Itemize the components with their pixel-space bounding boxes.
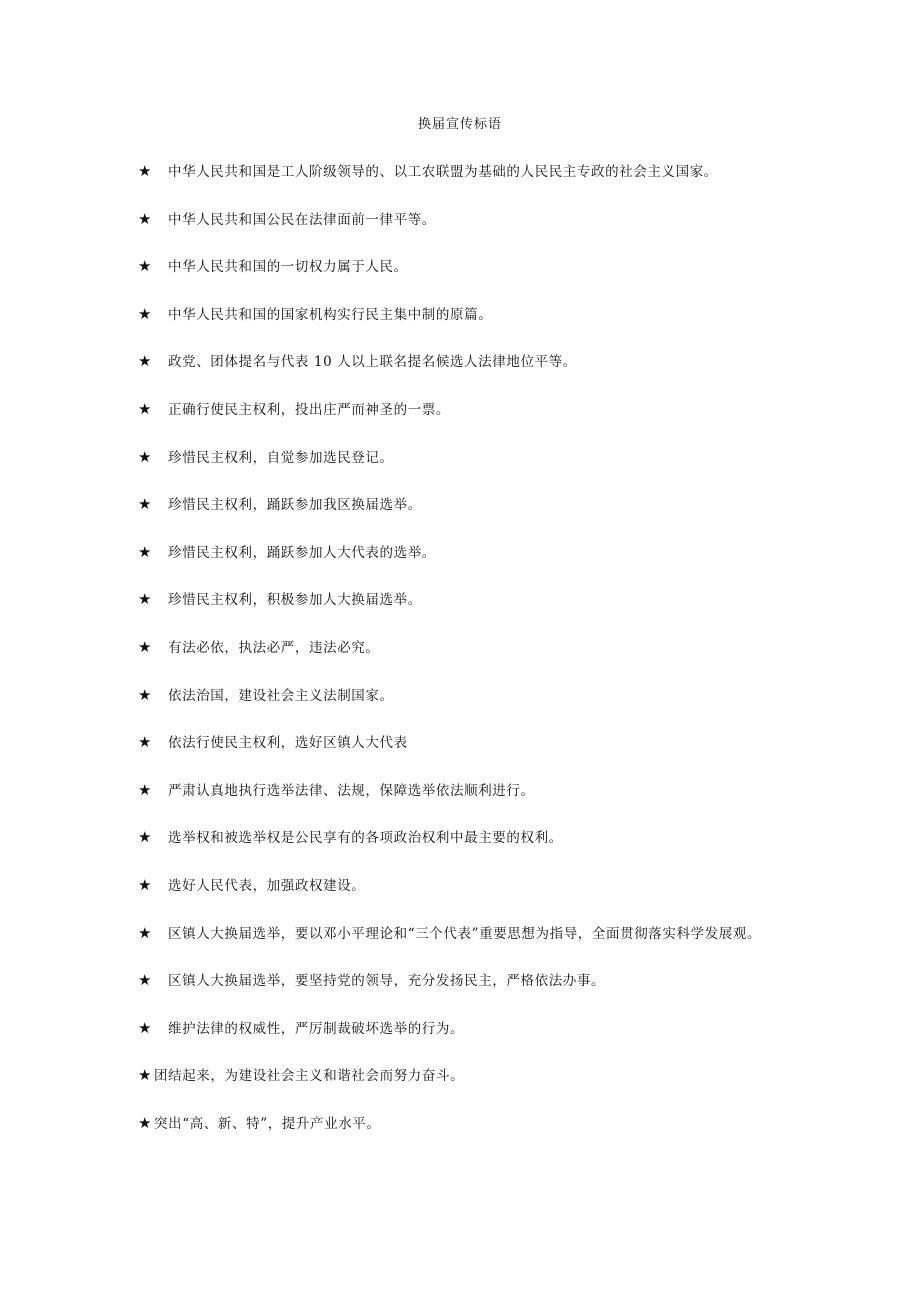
slogan-item	[138, 874, 778, 898]
slogan-text: 中华人民共和国的一切权力属于人民。	[168, 259, 408, 276]
star-icon: ★	[138, 495, 153, 514]
star-icon: ★	[138, 1113, 153, 1132]
star-icon: ★	[138, 1018, 153, 1037]
star-icon: ★	[138, 304, 153, 323]
slogan-item	[138, 303, 778, 327]
slogan-text: 政党、团体提名与代表 10 人以上联名提名候选人法律地位平等。	[168, 354, 577, 371]
star-icon: ★	[138, 590, 153, 609]
star-icon: ★	[138, 685, 153, 704]
slogan-list	[138, 160, 778, 1159]
slogan-text: 选举权和被选举权是公民享有的各项政治权利中最主要的权利。	[168, 830, 563, 847]
slogan-item	[138, 922, 778, 946]
star-icon: ★	[138, 542, 153, 561]
star-icon: ★	[138, 637, 153, 656]
star-icon: ★	[138, 162, 153, 180]
star-icon: ★	[138, 828, 153, 847]
slogan-item	[138, 208, 778, 232]
star-icon: ★	[138, 257, 153, 276]
slogan-text: 中华人民共和国是工人阶级领导的、以工农联盟为基础的人民民主专政的社会主义国家。	[168, 164, 718, 180]
slogan-item	[138, 1017, 778, 1041]
slogan-text: 珍惜民主权利，踊跃参加我区换届选举。	[168, 497, 422, 514]
slogan-text: 区镇人大换届选举，要坚持党的领导，充分发扬民主，严格依法办事。	[168, 973, 606, 990]
slogan-item	[138, 1112, 778, 1136]
slogan-item	[138, 779, 778, 803]
slogan-text: 正确行使民主权利，投出庄严而神圣的一票。	[168, 401, 450, 418]
slogan-item	[138, 398, 778, 422]
slogan-text: 中华人民共和国的国家机构实行民主集中制的原篇。	[168, 306, 493, 323]
slogan-item	[138, 588, 778, 612]
slogan-item	[138, 255, 778, 279]
slogan-text: 团结起来，为建设社会主义和谐社会而努力奋斗。	[154, 1068, 465, 1085]
slogan-item	[138, 684, 778, 708]
star-icon: ★	[138, 1066, 153, 1085]
slogan-item	[138, 160, 778, 184]
slogan-text: 珍惜民主权利，踊跃参加人大代表的选举。	[168, 544, 436, 561]
star-icon: ★	[138, 447, 153, 466]
slogan-text: 依法行使民主权利，选好区镇人大代表	[168, 735, 408, 752]
slogan-text: 珍惜民主权利，自觉参加选民登记。	[168, 449, 394, 466]
slogan-text: 有法必依，执法必严，违法必究。	[168, 639, 380, 656]
slogan-item	[138, 1064, 778, 1088]
star-icon: ★	[138, 733, 153, 752]
slogan-text: 严肃认真地执行选举法律、法规，保障选举依法顺利进行。	[168, 782, 535, 799]
star-icon: ★	[138, 923, 153, 942]
star-icon: ★	[138, 971, 153, 990]
star-icon: ★	[138, 780, 153, 799]
slogan-item	[138, 446, 778, 470]
star-icon: ★	[138, 209, 153, 228]
star-icon: ★	[138, 352, 153, 371]
slogan-text: 突出“高、新、特”，提升产业水平。	[154, 1115, 381, 1132]
slogan-text: 中华人民共和国公民在法律面前一律平等。	[168, 211, 436, 228]
slogan-item	[138, 969, 778, 993]
slogan-item	[138, 541, 778, 565]
slogan-text: 珍惜民主权利，积极参加人大换届选举。	[168, 592, 422, 609]
slogan-text: 依法治国，建设社会主义法制国家。	[168, 687, 394, 704]
star-icon: ★	[138, 399, 153, 418]
star-icon: ★	[138, 875, 153, 894]
document-title: 换届宣传标语	[417, 117, 502, 132]
slogan-text: 维护法律的权威性，严厉制裁破坏选举的行为。	[168, 1020, 465, 1037]
slogan-item	[138, 636, 778, 660]
slogan-item	[138, 350, 778, 374]
slogan-text: 区镇人大换届选举，要以邓小平理论和“三个代表”重要思想为指导，全面贯彻落实科学发展观。	[168, 925, 762, 942]
slogan-text: 选好人民代表，加强政权建设。	[168, 877, 366, 894]
slogan-item	[138, 826, 778, 850]
slogan-item	[138, 493, 778, 517]
slogan-item	[138, 731, 778, 755]
